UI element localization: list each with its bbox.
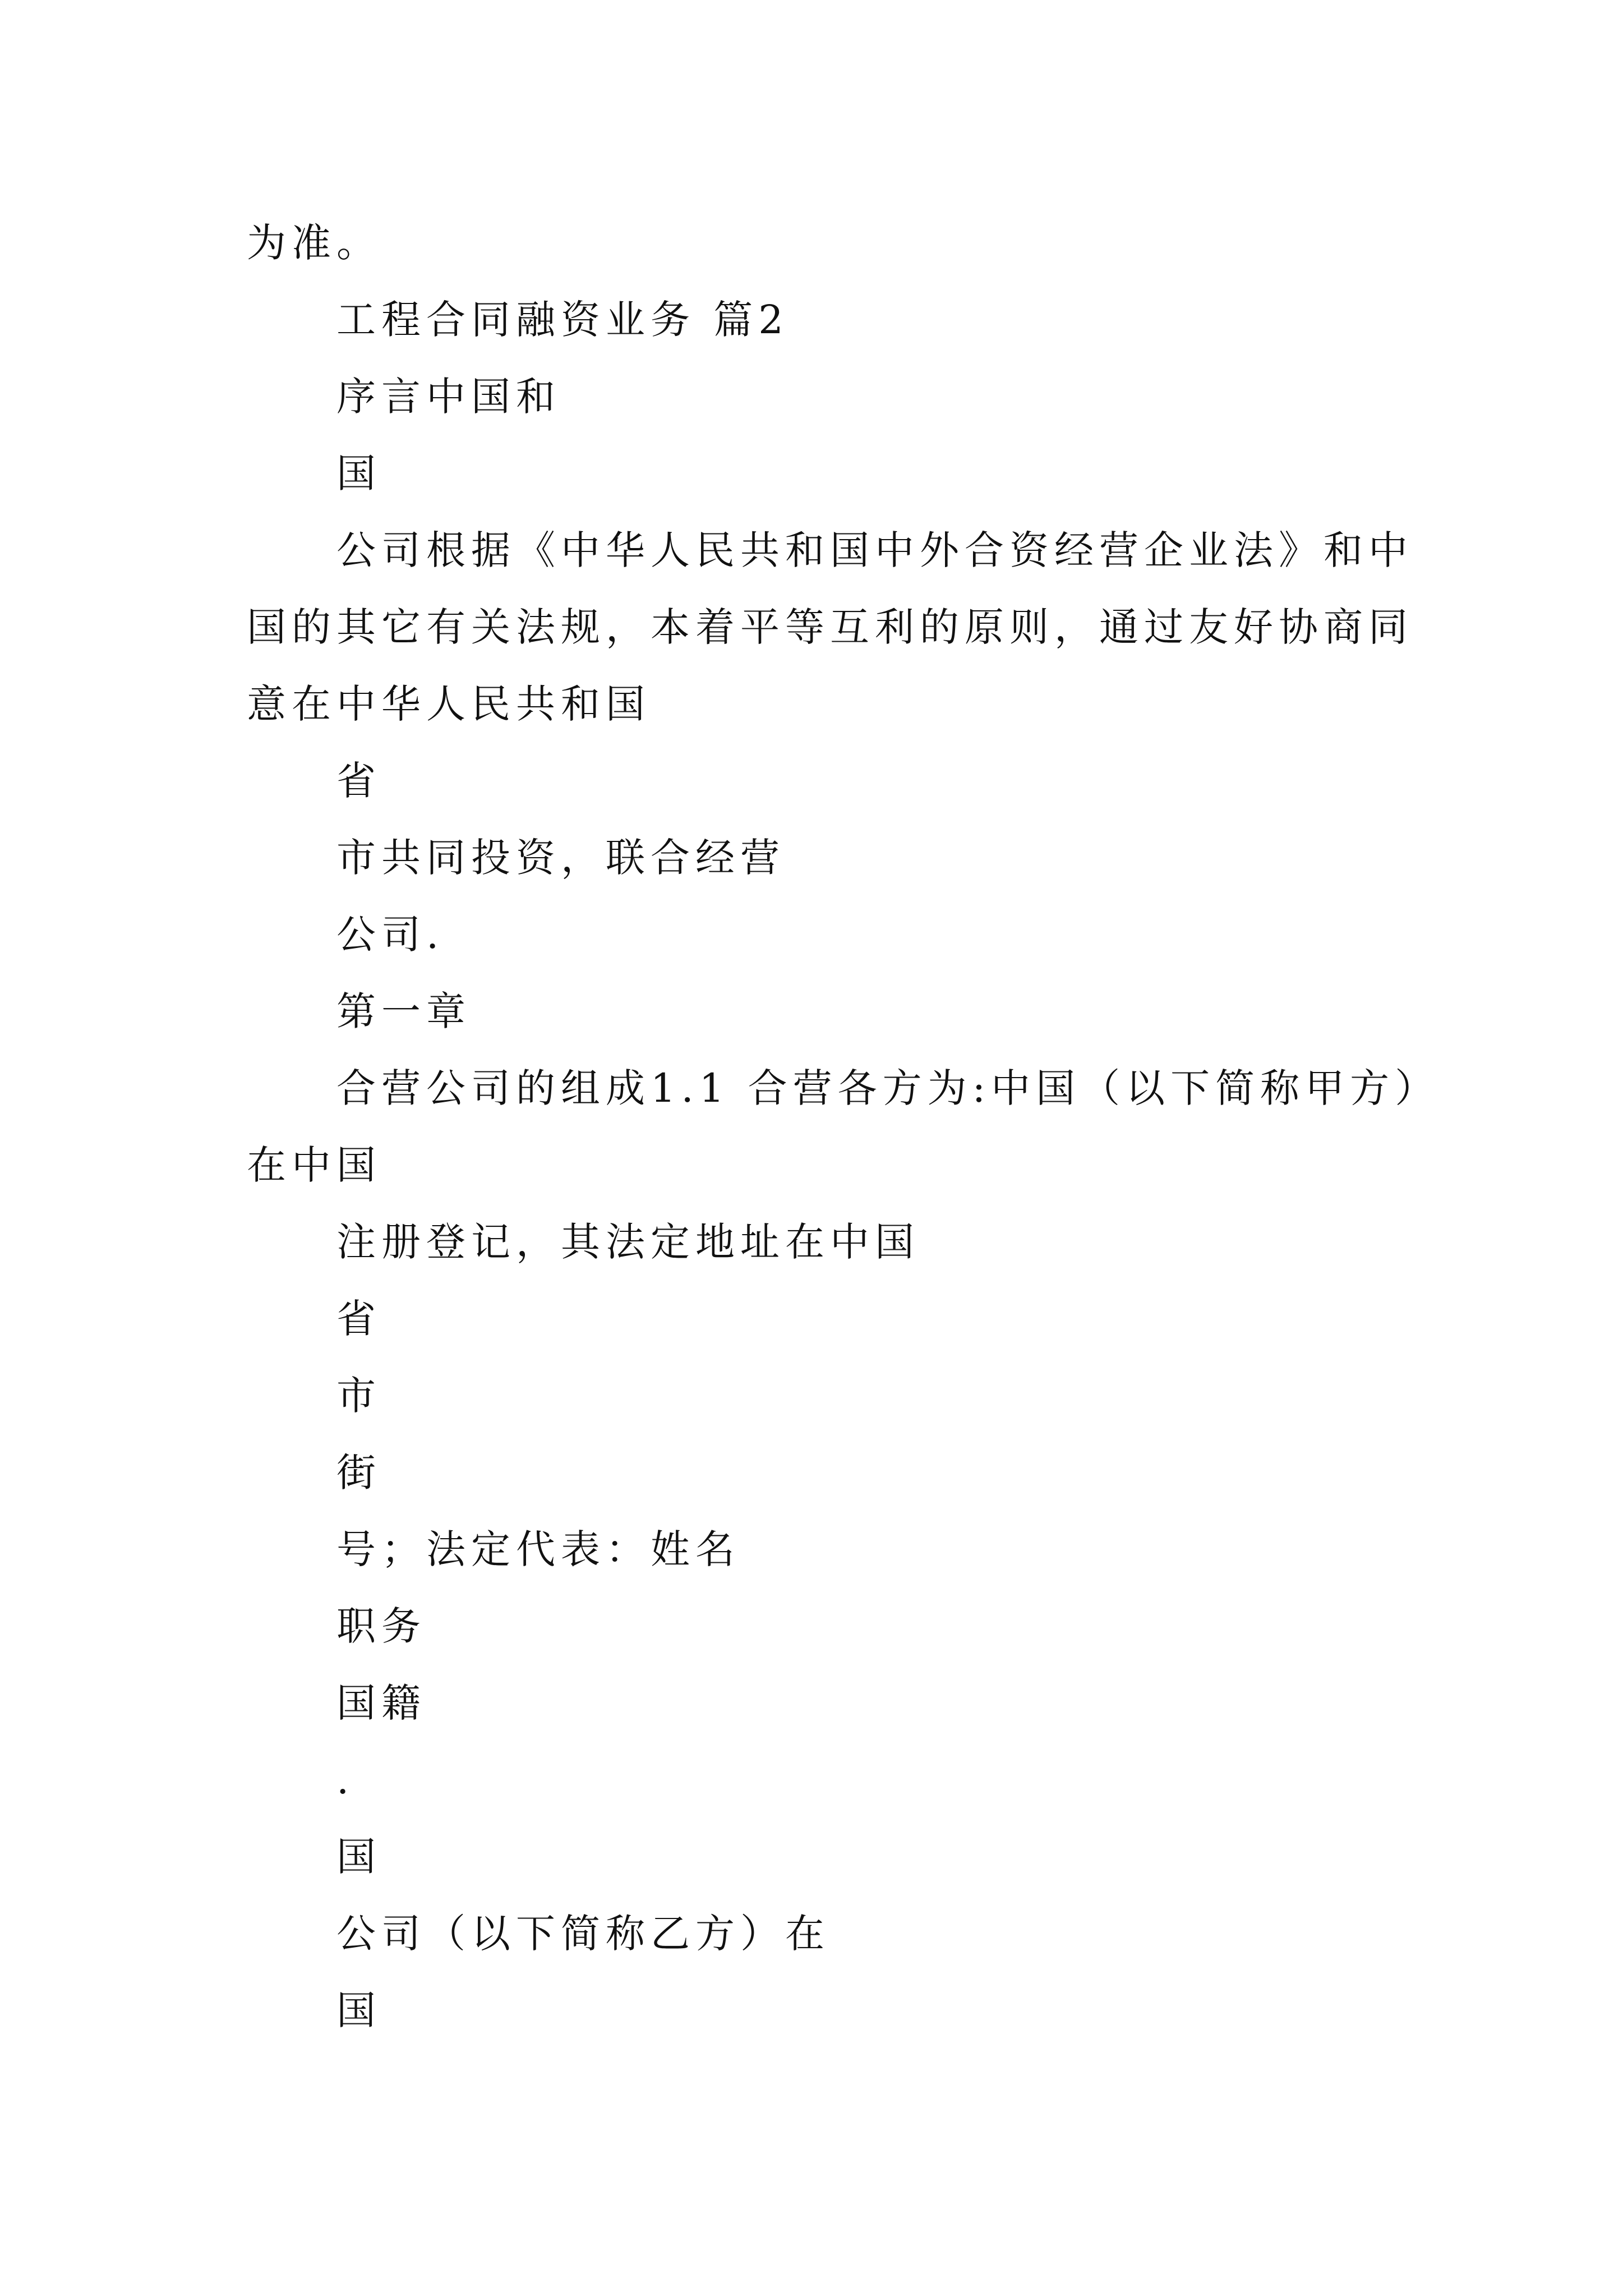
text-line-21: . bbox=[336, 1757, 355, 1803]
text-line-24: 国 bbox=[336, 1987, 381, 2033]
text-line-19: 职务 bbox=[336, 1603, 426, 1649]
text-line-4: 国 bbox=[336, 450, 381, 496]
text-line-13: 在中国 bbox=[247, 1142, 381, 1188]
text-line-20: 国籍 bbox=[336, 1680, 426, 1726]
text-line-6: 国的其它有关法规，本着平等互利的原则，通过友好协商同 bbox=[247, 604, 1413, 650]
section-heading: 工程合同融资业务 篇2 bbox=[336, 297, 789, 343]
text-line-15: 省 bbox=[336, 1296, 381, 1342]
chapter-heading: 第一章 bbox=[336, 988, 471, 1034]
text-line-16: 市 bbox=[336, 1373, 381, 1419]
text-line-10: 公司. bbox=[336, 912, 445, 958]
text-line-7: 意在中华人民共和国 bbox=[247, 681, 651, 727]
text-line-14: 注册登记，其法定地址在中国 bbox=[336, 1219, 920, 1265]
text-line-17: 街 bbox=[336, 1450, 381, 1496]
text-line-1: 为准。 bbox=[247, 220, 381, 266]
text-line-22: 国 bbox=[336, 1834, 381, 1880]
text-line-3: 序言中国和 bbox=[336, 374, 561, 420]
text-line-8: 省 bbox=[336, 758, 381, 804]
text-line-18: 号；法定代表：姓名 bbox=[336, 1526, 740, 1572]
text-line-5: 公司根据《中华人民共和国中外合资经营企业法》和中 bbox=[336, 527, 1413, 573]
text-line-23: 公司（以下简称乙方）在 bbox=[336, 1911, 830, 1957]
text-line-9: 市共同投资，联合经营 bbox=[336, 835, 785, 881]
text-line-12: 合营公司的组成1.1 合营各方为:中国（以下简称甲方） bbox=[336, 1065, 1440, 1111]
